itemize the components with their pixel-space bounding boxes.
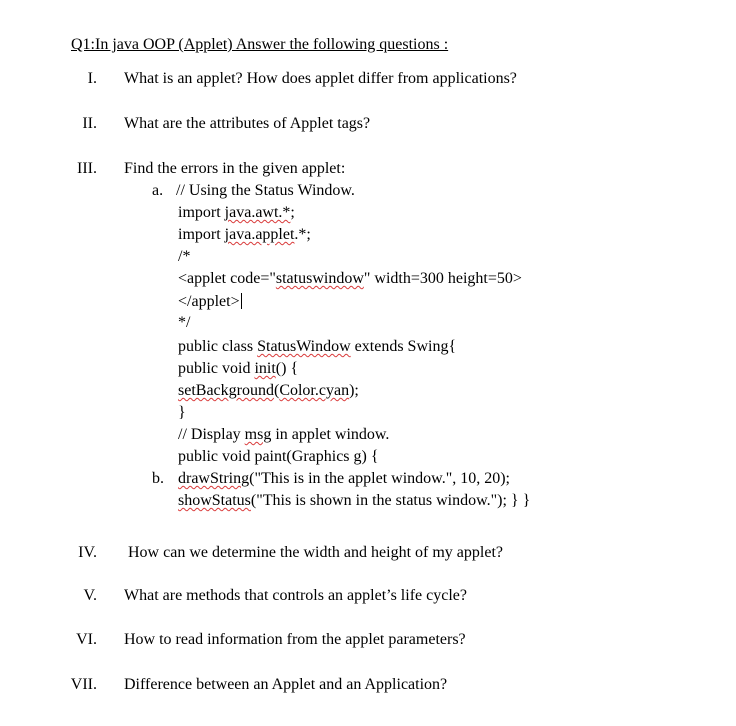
question-number: V. bbox=[83, 587, 97, 604]
code-line: // Display msg in applet window. bbox=[178, 426, 390, 443]
spell-underlined: java.applet bbox=[224, 226, 295, 243]
title-q1: Q1: bbox=[71, 36, 95, 53]
spell-underlined: setBackground bbox=[178, 382, 274, 399]
spell-underlined: msg bbox=[244, 426, 272, 443]
spell-underlined: init bbox=[254, 360, 276, 377]
code-line: // Using the Status Window. bbox=[176, 182, 355, 199]
question-number: II. bbox=[82, 115, 97, 132]
code-line: /* bbox=[178, 248, 191, 265]
spell-underlined: showStatus bbox=[178, 492, 251, 509]
code-line: showStatus("This is shown in the status window."); } } bbox=[178, 492, 531, 509]
code-line: public void init() { bbox=[178, 360, 299, 377]
spell-underlined: statuswindow bbox=[275, 270, 364, 287]
code-line: drawString("This is in the applet window.", 10, 20); bbox=[178, 470, 510, 487]
question-number: VII. bbox=[70, 676, 97, 693]
question-number: III. bbox=[77, 160, 97, 177]
question-text: What are the attributes of Applet tags? bbox=[124, 115, 371, 132]
document-title bbox=[71, 37, 448, 53]
spell-underlined: java.awt.* bbox=[224, 204, 291, 221]
question-number: I. bbox=[87, 70, 97, 87]
question-text: What are methods that controls an applet’s life cycle? bbox=[124, 587, 467, 604]
code-line: <applet code="statuswindow" width=300 height=50> bbox=[178, 270, 522, 287]
question-text: What is an applet? How does applet differ from applications? bbox=[124, 70, 517, 87]
spell-underlined: drawString bbox=[178, 470, 250, 487]
sub-label-b: b. bbox=[152, 470, 164, 487]
code-line: import java.applet.*; bbox=[178, 226, 311, 243]
code-line: public void paint(Graphics g) { bbox=[178, 448, 379, 465]
title-text: In java OOP (Applet) Answer the following questions : bbox=[95, 36, 449, 53]
code-line: </applet> bbox=[178, 293, 240, 310]
spell-underlined: StatusWindow bbox=[257, 338, 351, 355]
question-text: Find the errors in the given applet: bbox=[124, 160, 346, 177]
text-cursor bbox=[241, 293, 242, 309]
code-line: public class StatusWindow extends Swing{ bbox=[178, 338, 457, 355]
question-text: Difference between an Applet and an Application? bbox=[124, 676, 448, 693]
code-line: setBackground(Color.cyan); bbox=[178, 382, 359, 399]
question-number: IV. bbox=[78, 544, 97, 561]
code-line: } bbox=[178, 404, 186, 421]
code-line: */ bbox=[178, 314, 191, 331]
spell-underlined: g bbox=[353, 448, 362, 465]
question-number: VI. bbox=[76, 631, 97, 648]
code-line: import java.awt.*; bbox=[178, 204, 295, 221]
question-text: How to read information from the applet parameters? bbox=[124, 631, 466, 648]
question-text: How can we determine the width and height of my applet? bbox=[128, 544, 503, 561]
spell-underlined: Color.cyan bbox=[279, 382, 350, 399]
sub-label-a: a. bbox=[152, 182, 164, 199]
